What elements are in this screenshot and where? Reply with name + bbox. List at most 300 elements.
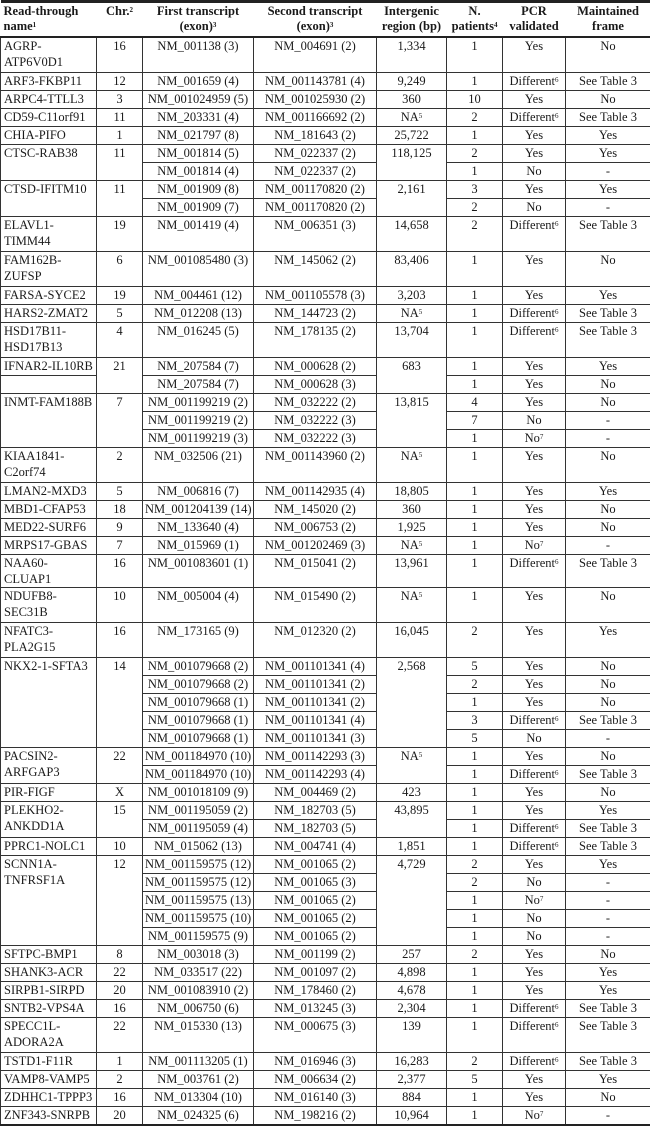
- first-transcript-text: NM_001085480 (3): [148, 253, 248, 267]
- intergenic-region-text: 2,377: [397, 1072, 425, 1086]
- patients-count: [447, 376, 503, 394]
- patients-count-text: 2: [471, 677, 477, 691]
- chromosome-text: 14: [113, 659, 126, 673]
- maintained-frame-text: No: [600, 395, 615, 409]
- second-transcript-text: NM_001101341 (3): [265, 731, 365, 745]
- pcr-validated: [503, 91, 566, 109]
- read-through-name-text: NKX2-1-SFTA3: [4, 659, 88, 673]
- intergenic-region: [377, 658, 447, 748]
- maintained-frame-text: No: [600, 659, 615, 673]
- second-transcript: [254, 37, 377, 73]
- chromosome-text: 12: [113, 857, 126, 871]
- chromosome-text: 5: [116, 306, 122, 320]
- maintained-frame: [566, 163, 650, 181]
- first-transcript: [143, 712, 254, 730]
- second-transcript-text: NM_015490 (2): [274, 589, 356, 603]
- first-transcript: [143, 874, 254, 892]
- pcr-validated-text: Different: [509, 821, 555, 835]
- first-transcript: [143, 430, 254, 448]
- intergenic-region: [377, 323, 447, 358]
- first-transcript: [143, 982, 254, 1000]
- intergenic-region: [377, 1018, 447, 1053]
- pcr-validated: [503, 784, 566, 802]
- intergenic-region-footnote: 5: [419, 591, 423, 599]
- chromosome-text: 11: [113, 110, 125, 124]
- maintained-frame: [566, 376, 650, 394]
- patients-count-text: 2: [471, 146, 477, 160]
- first-transcript-text: NM_001659 (4): [157, 74, 239, 88]
- intergenic-region-footnote: 5: [419, 540, 423, 548]
- read-through-name: [1, 252, 97, 287]
- pcr-validated: [503, 910, 566, 928]
- patients-count-text: 1: [471, 767, 477, 781]
- second-transcript: [254, 856, 377, 874]
- header-intergenic: Intergenic region (bp): [377, 2, 447, 38]
- intergenic-region-text: 257: [402, 947, 421, 961]
- intergenic-region-text: NA: [401, 449, 419, 463]
- first-transcript-text: NM_133640 (4): [157, 520, 239, 534]
- second-transcript: [254, 163, 377, 181]
- patients-count-text: 1: [471, 324, 477, 338]
- patients-count-text: 1: [471, 484, 477, 498]
- first-transcript: [143, 358, 254, 376]
- patients-count: [447, 946, 503, 964]
- chromosome-text: 20: [113, 1108, 126, 1122]
- patients-count: [447, 448, 503, 483]
- second-transcript-text: NM_001170820 (2): [265, 200, 365, 214]
- table-row: [1, 555, 650, 588]
- maintained-frame: [566, 412, 650, 430]
- first-transcript: [143, 623, 254, 658]
- pcr-validated-text: Yes: [525, 288, 543, 302]
- chromosome-text: 6: [116, 253, 122, 267]
- maintained-frame: [566, 1107, 650, 1126]
- maintained-frame-text: See Table 3: [579, 839, 637, 853]
- first-transcript-text: NM_003761 (2): [157, 1072, 239, 1086]
- maintained-frame-text: See Table 3: [579, 110, 637, 124]
- pcr-validated: [503, 73, 566, 91]
- patients-count: [447, 910, 503, 928]
- second-transcript: [254, 287, 377, 305]
- pcr-validated-footnote: 6: [555, 1021, 559, 1029]
- chromosome-text: 19: [113, 218, 126, 232]
- intergenic-region-footnote: 5: [419, 112, 423, 120]
- intergenic-region-footnote: 5: [419, 751, 423, 759]
- read-through-name-text: VAMP8-VAMP5: [4, 1072, 90, 1086]
- patients-count: [447, 982, 503, 1000]
- pcr-validated-text: Yes: [525, 1090, 543, 1104]
- table-row: [1, 1071, 650, 1089]
- pcr-validated-footnote: 6: [555, 1003, 559, 1011]
- maintained-frame-text: Yes: [599, 146, 617, 160]
- read-through-name-text: SCNN1A-TNFRSF1A: [4, 857, 65, 887]
- read-through-name-text: KIAA1841-C2orf74: [4, 449, 64, 479]
- chromosome: [97, 37, 143, 73]
- intergenic-region: [377, 127, 447, 145]
- second-transcript-text: NM_006634 (2): [274, 1072, 356, 1086]
- patients-count: [447, 874, 503, 892]
- maintained-frame-text: Yes: [599, 1072, 617, 1086]
- pcr-validated-text: Yes: [525, 749, 543, 763]
- chromosome-text: 3: [116, 92, 122, 106]
- intergenic-region-text: 1,851: [397, 839, 425, 853]
- table-row: [1, 1089, 650, 1107]
- first-transcript-text: NM_001159575 (13): [145, 893, 251, 907]
- maintained-frame-text: No: [600, 589, 615, 603]
- first-transcript-text: NM_001159575 (12): [145, 857, 251, 871]
- intergenic-region: [377, 394, 447, 448]
- pcr-validated-text: Different: [509, 218, 555, 232]
- intergenic-region-text: 16,283: [394, 1054, 428, 1068]
- pcr-validated: [503, 217, 566, 252]
- chromosome: [97, 784, 143, 802]
- pcr-validated: [503, 964, 566, 982]
- maintained-frame-text: No: [600, 1090, 615, 1104]
- second-transcript-text: NM_178460 (2): [274, 983, 356, 997]
- first-transcript-text: NM_004461 (12): [154, 288, 242, 302]
- maintained-frame-text: See Table 3: [579, 767, 637, 781]
- first-transcript: [143, 501, 254, 519]
- first-transcript: [143, 394, 254, 412]
- maintained-frame-text: No: [600, 502, 615, 516]
- second-transcript: [254, 358, 377, 376]
- maintained-frame-text: See Table 3: [579, 556, 637, 570]
- first-transcript: [143, 838, 254, 856]
- patients-count: [447, 501, 503, 519]
- chromosome-text: 2: [116, 1072, 122, 1086]
- intergenic-region: [377, 1071, 447, 1089]
- maintained-frame: [566, 748, 650, 766]
- second-transcript: [254, 109, 377, 127]
- pcr-validated: [503, 181, 566, 199]
- intergenic-region-text: NA: [401, 538, 419, 552]
- read-through-name-text: LMAN2-MXD3: [4, 484, 87, 498]
- pcr-validated-text: Different: [509, 324, 555, 338]
- chromosome-text: 22: [113, 749, 126, 763]
- chromosome: [97, 252, 143, 287]
- read-through-name: [1, 358, 97, 376]
- pcr-validated: [503, 323, 566, 358]
- second-transcript: [254, 483, 377, 501]
- chromosome: [97, 1018, 143, 1053]
- pcr-validated-text: Different: [509, 1019, 555, 1033]
- pcr-validated-text: No: [525, 893, 540, 907]
- pcr-validated: [503, 838, 566, 856]
- intergenic-region: [377, 1000, 447, 1018]
- intergenic-region-text: 360: [402, 92, 421, 106]
- table-row: [1, 658, 650, 676]
- maintained-frame-text: See Table 3: [579, 218, 637, 232]
- pcr-validated-text: Yes: [525, 785, 543, 799]
- first-transcript-text: NM_001199219 (3): [148, 431, 248, 445]
- first-transcript-text: NM_033517 (22): [154, 965, 242, 979]
- patients-count: [447, 1053, 503, 1071]
- pcr-validated: [503, 892, 566, 910]
- intergenic-region-text: 9,249: [397, 74, 425, 88]
- second-transcript-text: NM_145020 (2): [274, 502, 356, 516]
- maintained-frame: [566, 784, 650, 802]
- read-through-name-text: INMT-FAM188B: [4, 395, 92, 409]
- read-through-name: [1, 305, 97, 323]
- patients-count-text: 2: [471, 218, 477, 232]
- second-transcript: [254, 588, 377, 623]
- intergenic-region-text: 2,304: [397, 1001, 425, 1015]
- chromosome: [97, 305, 143, 323]
- maintained-frame: [566, 658, 650, 676]
- second-transcript: [254, 217, 377, 252]
- maintained-frame: [566, 874, 650, 892]
- second-transcript: [254, 501, 377, 519]
- maintained-frame: [566, 694, 650, 712]
- pcr-validated: [503, 730, 566, 748]
- first-transcript: [143, 1089, 254, 1107]
- maintained-frame: [566, 946, 650, 964]
- pcr-validated-footnote: 6: [555, 308, 559, 316]
- first-transcript-text: NM_006816 (7): [157, 484, 239, 498]
- patients-count: [447, 694, 503, 712]
- table-row: [1, 748, 650, 766]
- maintained-frame-text: No: [600, 449, 615, 463]
- pcr-validated-text: No: [526, 929, 541, 943]
- pcr-validated-text: Yes: [525, 128, 543, 142]
- maintained-frame: [566, 1071, 650, 1089]
- second-transcript-text: NM_013245 (3): [274, 1001, 356, 1015]
- chromosome-text: 16: [113, 39, 126, 53]
- chromosome-text: 16: [113, 624, 126, 638]
- first-transcript-text: NM_001079668 (1): [148, 695, 248, 709]
- table-row: [1, 73, 650, 91]
- first-transcript: [143, 1000, 254, 1018]
- intergenic-region-text: NA: [401, 589, 419, 603]
- first-transcript: [143, 127, 254, 145]
- patients-count-text: 1: [471, 359, 477, 373]
- patients-count-text: 3: [471, 713, 477, 727]
- first-transcript: [143, 537, 254, 555]
- chromosome: [97, 181, 143, 217]
- second-transcript: [254, 448, 377, 483]
- pcr-validated-footnote: 6: [555, 841, 559, 849]
- first-transcript: [143, 928, 254, 946]
- pcr-validated-text: Yes: [525, 395, 543, 409]
- pcr-validated-text: Different: [509, 767, 555, 781]
- patients-count-text: 2: [471, 200, 477, 214]
- first-transcript-text: NM_001909 (7): [157, 200, 239, 214]
- second-transcript: [254, 748, 377, 766]
- patients-count: [447, 37, 503, 73]
- maintained-frame: [566, 964, 650, 982]
- intergenic-region: [377, 838, 447, 856]
- first-transcript-text: NM_001159575 (10): [145, 911, 251, 925]
- pcr-validated-footnote: 7: [540, 1110, 544, 1118]
- chromosome-text: 4: [116, 324, 122, 338]
- first-transcript-text: NM_021797 (8): [157, 128, 239, 142]
- pcr-validated-text: No: [525, 431, 540, 445]
- second-transcript: [254, 376, 377, 394]
- read-through-name-text: PIR-FIGF: [4, 785, 55, 799]
- chromosome: [97, 588, 143, 623]
- patients-count-text: 1: [471, 538, 477, 552]
- table-row: [1, 483, 650, 501]
- pcr-validated: [503, 712, 566, 730]
- intergenic-region-text: 423: [402, 785, 421, 799]
- intergenic-region: [377, 252, 447, 287]
- first-transcript-text: NM_001419 (4): [157, 218, 239, 232]
- patients-count: [447, 748, 503, 766]
- read-through-name-text: SHANK3-ACR: [4, 965, 83, 979]
- intergenic-region-text: 10,964: [394, 1108, 428, 1122]
- read-through-name: [1, 1018, 97, 1053]
- pcr-validated: [503, 946, 566, 964]
- maintained-frame: [566, 1053, 650, 1071]
- maintained-frame-text: -: [606, 200, 610, 214]
- patients-count-text: 1: [471, 377, 477, 391]
- pcr-validated-footnote: 6: [555, 326, 559, 334]
- patients-count: [447, 217, 503, 252]
- first-transcript-text: NM_015969 (1): [157, 538, 239, 552]
- header-chr: Chr.$^2$: [97, 2, 143, 38]
- chromosome-text: 16: [113, 1001, 126, 1015]
- intergenic-region-text: 14,658: [394, 218, 428, 232]
- maintained-frame-text: No: [600, 520, 615, 534]
- chromosome-text: 11: [113, 146, 125, 160]
- maintained-frame: [566, 623, 650, 658]
- first-transcript: [143, 37, 254, 73]
- second-transcript-text: NM_178135 (2): [274, 324, 356, 338]
- patients-count: [447, 730, 503, 748]
- second-transcript: [254, 412, 377, 430]
- read-through-name: [1, 73, 97, 91]
- intergenic-region: [377, 623, 447, 658]
- maintained-frame-text: Yes: [599, 182, 617, 196]
- patients-count: [447, 252, 503, 287]
- chromosome: [97, 501, 143, 519]
- table-row: [1, 127, 650, 145]
- read-through-name: [1, 588, 97, 623]
- read-through-name-text: NFATC3-PLA2G15: [4, 624, 55, 654]
- chromosome: [97, 448, 143, 483]
- intergenic-region-text: 4,729: [397, 857, 425, 871]
- pcr-validated: [503, 874, 566, 892]
- first-transcript: [143, 412, 254, 430]
- maintained-frame-text: See Table 3: [579, 1054, 637, 1068]
- maintained-frame: [566, 323, 650, 358]
- chromosome: [97, 802, 143, 838]
- second-transcript-text: NM_015041 (2): [274, 556, 356, 570]
- second-transcript: [254, 252, 377, 287]
- second-transcript: [254, 181, 377, 199]
- read-through-name-text: FAM162B-ZUFSP: [4, 253, 61, 283]
- pcr-validated-text: Different: [509, 306, 555, 320]
- maintained-frame: [566, 537, 650, 555]
- chromosome-text: 21: [113, 359, 126, 373]
- intergenic-region-text: 139: [402, 1019, 421, 1033]
- pcr-validated-footnote: 6: [555, 558, 559, 566]
- maintained-frame-text: See Table 3: [579, 1001, 637, 1015]
- first-transcript-text: NM_006750 (6): [157, 1001, 239, 1015]
- read-through-name-text: MED22-SURF6: [4, 520, 86, 534]
- second-transcript-text: NM_001143781 (4): [265, 74, 365, 88]
- chromosome: [97, 1053, 143, 1071]
- read-through-name: [1, 1089, 97, 1107]
- pcr-validated: [503, 588, 566, 623]
- maintained-frame: [566, 982, 650, 1000]
- second-transcript: [254, 199, 377, 217]
- second-transcript-text: NM_004691 (2): [274, 39, 356, 53]
- first-transcript: [143, 820, 254, 838]
- maintained-frame-text: -: [606, 431, 610, 445]
- pcr-validated: [503, 127, 566, 145]
- intergenic-region: [377, 748, 447, 784]
- table-row: [1, 856, 650, 874]
- table-row: [1, 37, 650, 73]
- table-row: [1, 109, 650, 127]
- second-transcript-text: NM_181643 (2): [274, 128, 356, 142]
- read-through-name: [1, 964, 97, 982]
- maintained-frame-text: -: [606, 875, 610, 889]
- patients-count-text: 1: [471, 1001, 477, 1015]
- second-transcript-text: NM_016140 (3): [274, 1090, 356, 1104]
- patients-count-text: 5: [471, 659, 477, 673]
- table-row: [1, 501, 650, 519]
- read-through-name: [1, 287, 97, 305]
- patients-count-text: 2: [471, 110, 477, 124]
- patients-count: [447, 305, 503, 323]
- first-transcript: [143, 376, 254, 394]
- maintained-frame: [566, 305, 650, 323]
- maintained-frame: [566, 588, 650, 623]
- patients-count: [447, 1071, 503, 1089]
- pcr-validated-text: Yes: [525, 182, 543, 196]
- chromosome: [97, 856, 143, 946]
- chromosome: [97, 964, 143, 982]
- maintained-frame-text: Yes: [599, 484, 617, 498]
- second-transcript-text: NM_016946 (3): [274, 1054, 356, 1068]
- table-row: [1, 305, 650, 323]
- pcr-validated-footnote: 6: [555, 112, 559, 120]
- second-transcript-text: NM_032222 (3): [274, 413, 356, 427]
- pcr-validated: [503, 145, 566, 163]
- maintained-frame-text: -: [606, 1108, 610, 1122]
- patients-count-text: 1: [471, 1019, 477, 1033]
- patients-count: [447, 964, 503, 982]
- patients-count: [447, 73, 503, 91]
- patients-count: [447, 623, 503, 658]
- second-transcript-text: NM_001142293 (4): [265, 767, 365, 781]
- patients-count: [447, 928, 503, 946]
- pcr-validated-text: Different: [509, 713, 555, 727]
- maintained-frame: [566, 712, 650, 730]
- first-transcript-text: NM_001204139 (14): [145, 502, 252, 516]
- first-transcript-text: NM_015330 (13): [154, 1019, 242, 1033]
- first-transcript-text: NM_024325 (6): [157, 1108, 239, 1122]
- patients-count-text: 1: [471, 431, 477, 445]
- patients-count-text: 1: [471, 839, 477, 853]
- intergenic-region: [377, 802, 447, 838]
- header-patients: N. patients$^4$: [447, 2, 503, 38]
- intergenic-region: [377, 982, 447, 1000]
- pcr-validated: [503, 1053, 566, 1071]
- maintained-frame-text: -: [606, 164, 610, 178]
- second-transcript: [254, 91, 377, 109]
- first-transcript-text: NM_001024959 (5): [148, 92, 248, 106]
- read-through-name-text: PPRC1-NOLC1: [4, 839, 85, 853]
- second-transcript: [254, 766, 377, 784]
- second-transcript: [254, 892, 377, 910]
- intergenic-region: [377, 181, 447, 217]
- first-transcript-text: NM_001138 (3): [157, 39, 238, 53]
- maintained-frame-text: -: [606, 413, 610, 427]
- second-transcript-text: NM_012320 (2): [274, 624, 356, 638]
